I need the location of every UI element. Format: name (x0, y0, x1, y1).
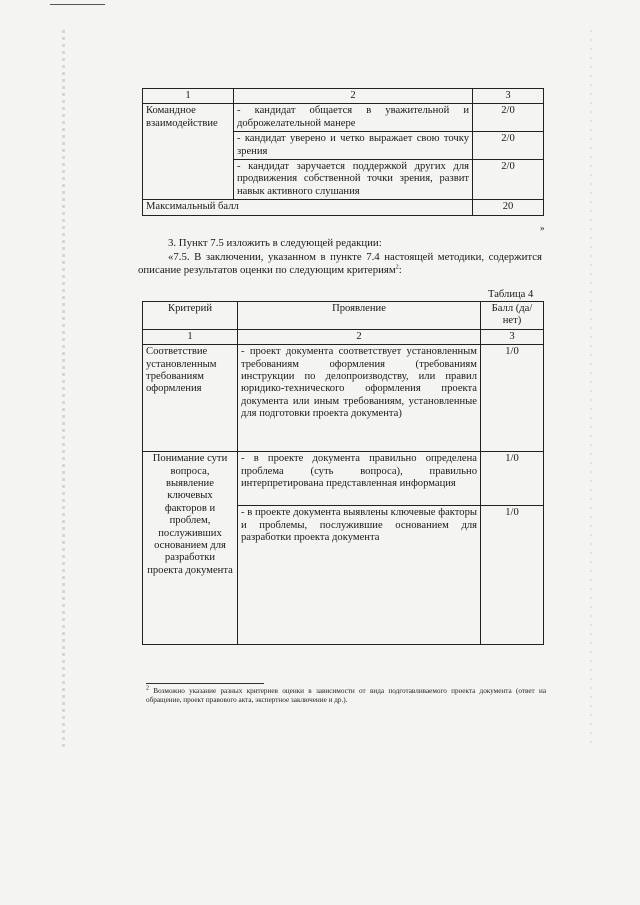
table1-row-text: - кандидат общается в уважительной и доброжелательной манере (234, 104, 473, 132)
table1-row-score: 2/0 (473, 104, 544, 132)
footnote-text: Возможно указание разных критериев оценки в зависимости от вида подготавливаемого проекта документа (ответ на обращение, проект правового акта, экспертное заключение и др.). (146, 687, 547, 704)
table1-header-col1: 1 (143, 89, 234, 104)
table1-criterion: Командное взаимодействие (143, 104, 234, 200)
table1-max-value: 20 (473, 200, 544, 215)
table4-row-score: 1/0 (481, 452, 544, 506)
table4-row-text: - проект документа соответствует установленным требованиям оформления (требованиям инструкции по делопроизводству, или правил юридико-технического оформления проекта документа или иным требованиям, установленные для подготовки проекта документа) (238, 345, 481, 452)
table1-row-text: - кандидат заручается поддержкой других для продвижения собственной точки зрения, развит навык активного слушания (234, 160, 473, 200)
amendment-paragraph: 3. Пункт 7.5 изложить в следующей редакции: (168, 237, 382, 249)
footnote-divider (146, 683, 264, 684)
table1-row-score: 2/0 (473, 160, 544, 200)
table4-header-score: Балл (да/нет) (481, 302, 544, 330)
section-7-5-colon: : (398, 264, 402, 276)
top-rule (50, 4, 105, 5)
table4-header-criterion: Критерий (143, 302, 238, 330)
table4-number-col3: 3 (481, 329, 544, 344)
table1-header-col2: 2 (234, 89, 473, 104)
team-interaction-table (142, 88, 544, 216)
table4-row-text: - в проекте документа правильно определена проблема (суть вопроса), правильно интерпретирована представленная информация (238, 452, 481, 506)
table4-row (143, 345, 544, 452)
table1-header-col3: 3 (473, 89, 544, 104)
table-caption: Таблица 4 (488, 289, 534, 300)
footnote-reference: 2 (395, 264, 399, 271)
table4-row (143, 452, 544, 506)
table1-header-row (143, 89, 544, 104)
table1-row (143, 104, 544, 132)
table4-number-col2: 2 (238, 329, 481, 344)
table1-max-label: Максимальный балл (143, 200, 473, 215)
table4-header-row (143, 302, 544, 330)
table1-max-row (143, 200, 544, 215)
table4-row-text: - в проекте документа выявлены ключевые факторы и проблемы, послужившие основанием для разработки проекта документа (238, 506, 481, 645)
closing-quote-mark: » (540, 223, 545, 233)
assessment-criteria-table (142, 301, 544, 645)
table4-row-score: 1/0 (481, 506, 544, 645)
table1-row-text: - кандидат уверено и четко выражает свою точку зрения (234, 132, 473, 160)
footnote-marker: 2 (146, 685, 149, 692)
table4-row-score: 1/0 (481, 345, 544, 452)
table4-criterion: Соответствие установленным требованиям оформления (143, 345, 238, 452)
section-7-5-paragraph (138, 251, 542, 277)
table1-row-score: 2/0 (473, 132, 544, 160)
table4-number-col1: 1 (143, 329, 238, 344)
section-7-5-text: «7.5. В заключении, указанном в пункте 7.4 настоящей методики, содержится описание результатов оценки по следующим критериям (138, 251, 542, 276)
footnote (146, 687, 546, 705)
table4-number-row (143, 329, 544, 344)
table4-criterion: Понимание сути вопроса, выявление ключевых факторов и проблем, послуживших основанием для разработки проекта документа (143, 452, 238, 645)
scan-artifact-left (62, 30, 65, 750)
table4-header-manifestation: Проявление (238, 302, 481, 330)
scan-artifact-right (590, 30, 592, 750)
